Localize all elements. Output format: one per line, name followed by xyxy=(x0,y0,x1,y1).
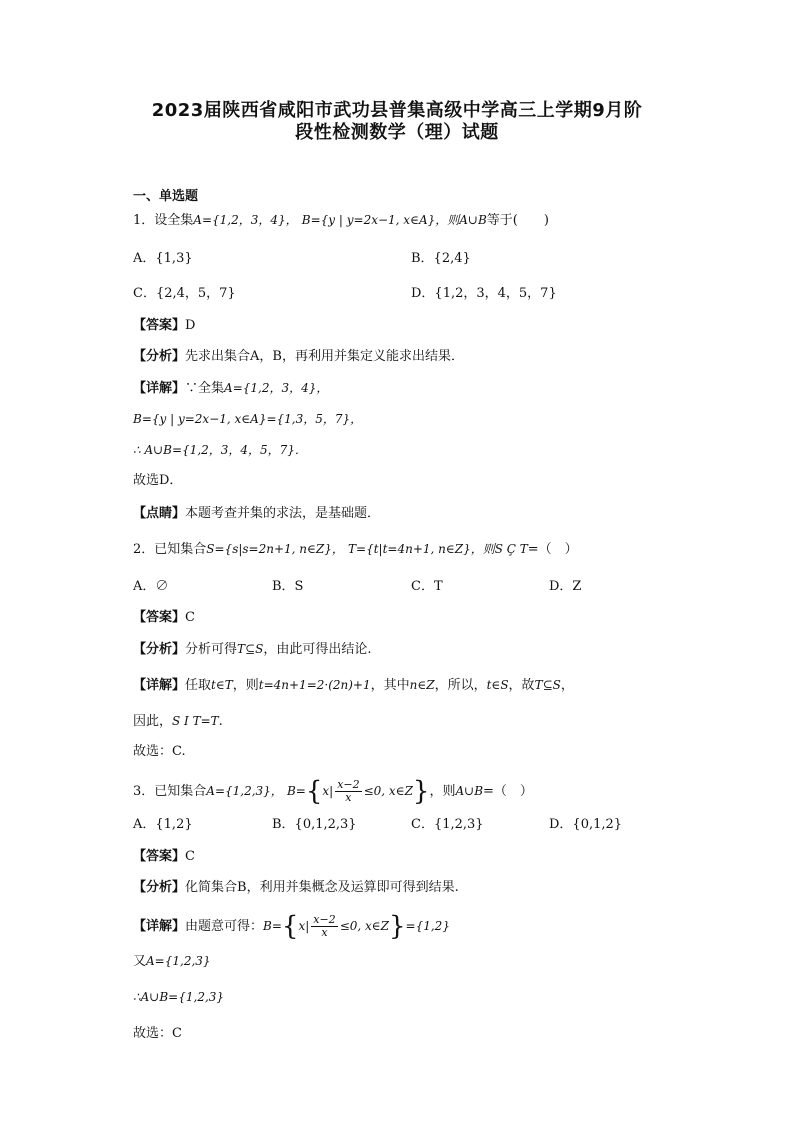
q2-conclusion: 因此，S I T=T. xyxy=(133,714,223,729)
q1-analysis: 【分析】先求出集合A，B，再利用并集定义能求出结果． xyxy=(133,349,464,364)
left-brace: { xyxy=(305,776,323,807)
q1-detail: 【详解】∵全集A={1,2，3，4}， xyxy=(133,381,329,396)
q1-detail-line-2: B={y | y=2x−1, x∈A}={1,3，5，7}， xyxy=(133,412,363,426)
q1-answer: 【答案】D xyxy=(133,318,196,333)
left-brace: { xyxy=(281,911,299,942)
q1-option-d: D．{1,2，3，4，5，7} xyxy=(411,286,557,301)
q2-choice: 故选：C. xyxy=(133,744,186,759)
q1-option-b: B．{2,4} xyxy=(411,251,471,266)
q3-analysis: 【分析】化简集合B，利用并集概念及运算即可得到结果. xyxy=(133,880,459,895)
right-brace: } xyxy=(389,911,406,942)
q3-option-d: D．{0,1,2} xyxy=(549,817,623,832)
q3-also: 又A={1,2,3} xyxy=(133,954,211,969)
q3-detail-fraction: $\frac{x-2}{x}$ xyxy=(313,913,336,939)
document-title-line-2: 段性检测数学（理）试题 xyxy=(295,122,499,143)
q2-option-b: B．S xyxy=(272,579,304,594)
q3-choice: 故选：C xyxy=(133,1026,182,1041)
q1-stem: 1．设全集A={1,2，3，4}， B={y | y=2x−1, x∈A}，则A∪B等于( ) xyxy=(133,213,549,228)
q2-stem: 2．已知集合S={s|s=2n+1, n∈Z}， T={t|t=4n+1, n∈Z}，则S Ç T=（ ） xyxy=(133,542,578,557)
q3-therefore: ∴A∪B={1,2,3} xyxy=(133,990,225,1004)
q3-detail: 【详解】由题意可得：B={x| $\frac{x-2}{x}$ ≤0, x∈Z}={1,2} xyxy=(133,911,450,942)
q3-option-b: B．{0,1,2,3} xyxy=(272,817,357,832)
q3-fraction: $\frac{x-2}{x}$ xyxy=(337,778,360,804)
q1-choice: 故选D． xyxy=(133,473,183,488)
q2-option-c: C．T xyxy=(411,579,443,594)
q3-answer: 【答案】C xyxy=(133,849,195,864)
q2-answer: 【答案】C xyxy=(133,610,195,625)
right-brace: } xyxy=(412,776,430,807)
q2-option-a: A．∅ xyxy=(133,579,169,594)
q1-detail-line-3: ∴ A∪B={1,2，3，4，5，7}． xyxy=(133,443,307,457)
q3-option-c: C．{1,2,3} xyxy=(411,817,484,832)
q2-analysis: 【分析】分析可得T⊆S，由此可得出结论. xyxy=(133,642,372,657)
q1-option-c: C．{2,4，5，7} xyxy=(133,286,236,301)
q2-option-d: D．Z xyxy=(549,579,582,594)
document-title-line-1: 2023届陕西省咸阳市武功县普集高级中学高三上学期9月阶 xyxy=(151,100,643,121)
q2-detail: 【详解】任取t∈T，则t=4n+1=2·(2n)+1，其中n∈Z，所以，t∈S，故T⊆S， xyxy=(133,678,574,693)
q1-option-a: A．{1,3} xyxy=(133,251,193,266)
q3-stem: 3．已知集合A={1,2,3}， B={x| $\frac{x-2}{x}$ ≤0, x∈Z}，则A∪B=（ ） xyxy=(133,776,533,807)
q3-option-a: A．{1,2} xyxy=(133,817,193,832)
q1-comment: 【点睛】本题考查并集的求法，是基础题． xyxy=(133,506,381,521)
section-heading: 一、单选题 xyxy=(133,189,199,204)
